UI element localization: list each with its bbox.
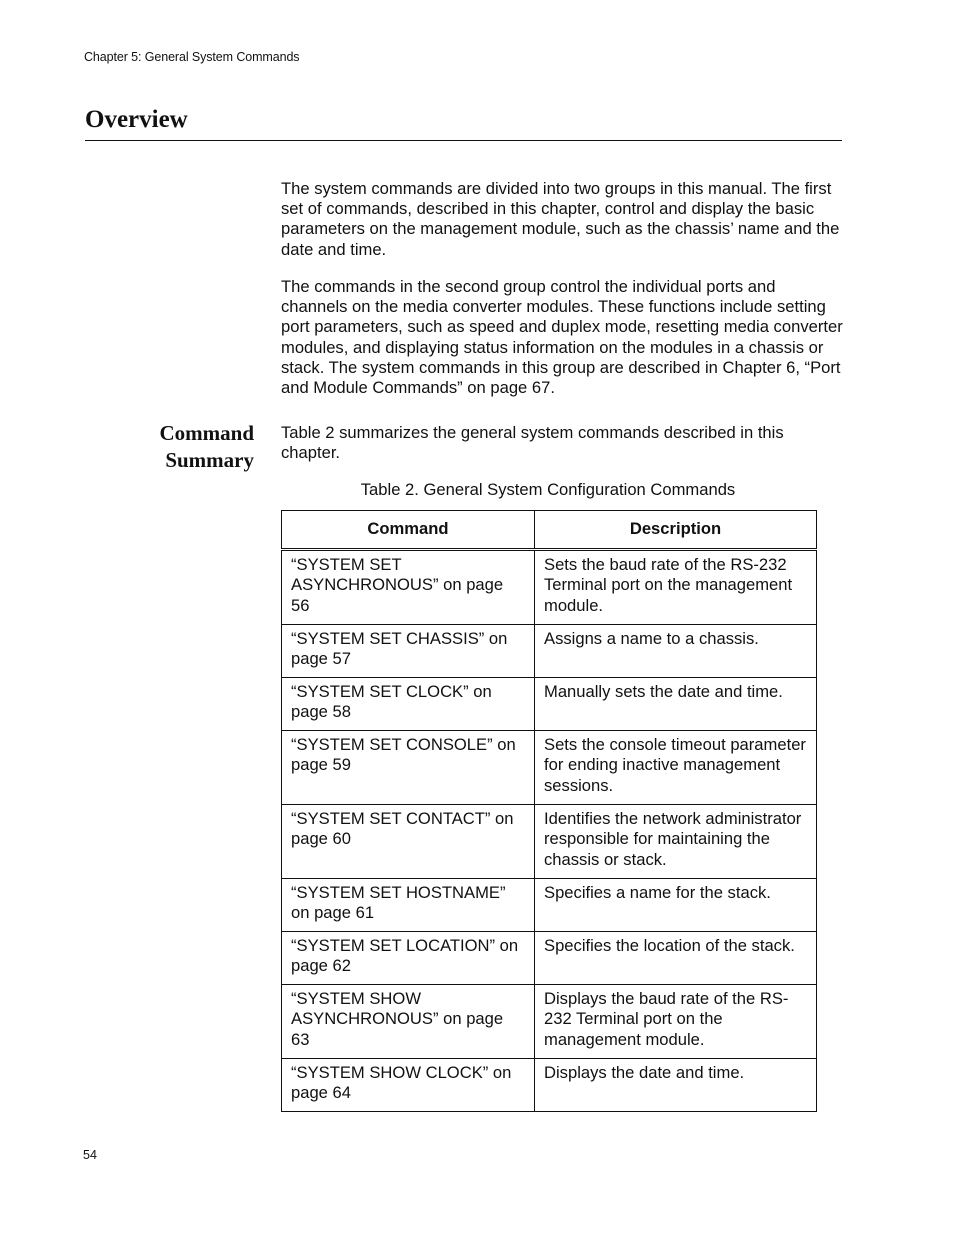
commands-table xyxy=(281,510,817,1112)
title-rule xyxy=(85,140,842,141)
table-row xyxy=(282,805,817,879)
description-cell: Assigns a name to a chassis. xyxy=(535,625,817,678)
table-row xyxy=(282,985,817,1059)
table-caption: Table 2. General System Configuration Commands xyxy=(360,480,736,499)
side-heading-line-1: Command xyxy=(159,421,254,445)
running-header: Chapter 5: General System Commands xyxy=(84,50,300,64)
command-summary-intro: Table 2 summarizes the general system commands described in this chapter. xyxy=(281,423,784,463)
overview-paragraph-2: The commands in the second group control the individual ports and channels on the media converter modules. These functions include setting port parameters, such as speed and duplex mode, resetting media converter modules, and displaying status information on the modules in a chassis or stack. The system commands in this group are described in Chapter 6, “Port and Module Commands” on page 67. xyxy=(281,277,843,398)
side-heading-line-2: Summary xyxy=(165,448,254,472)
overview-paragraph-1: The system commands are divided into two groups in this manual. The first set of commands, described in this chapter, control and display the basic parameters on the management module, such as the chassis’ name and the date and time. xyxy=(281,179,840,259)
command-cell[interactable]: “SYSTEM SET CONSOLE” on page 59 xyxy=(282,731,535,805)
table-row xyxy=(282,879,817,932)
table-row xyxy=(282,1059,817,1112)
command-cell[interactable]: “SYSTEM SHOW CLOCK” on page 64 xyxy=(282,1059,535,1112)
description-cell: Displays the baud rate of the RS-232 Terminal port on the management module. xyxy=(535,985,817,1059)
description-cell: Sets the baud rate of the RS-232 Terminal port on the management module. xyxy=(535,550,817,625)
description-cell: Manually sets the date and time. xyxy=(535,678,817,731)
column-header-description: Description xyxy=(535,511,817,550)
command-cell[interactable]: “SYSTEM SET LOCATION” on page 62 xyxy=(282,932,535,985)
description-cell: Specifies the location of the stack. xyxy=(535,932,817,985)
command-cell[interactable]: “SYSTEM SET HOSTNAME” on page 61 xyxy=(282,879,535,932)
table-header-row xyxy=(282,511,817,550)
table-row xyxy=(282,625,817,678)
column-header-command: Command xyxy=(282,511,535,550)
side-heading-command-summary xyxy=(110,420,254,474)
description-cell: Sets the console timeout parameter for ending inactive management sessions. xyxy=(535,731,817,805)
description-cell: Specifies a name for the stack. xyxy=(535,879,817,932)
command-cell[interactable]: “SYSTEM SET CHASSIS” on page 57 xyxy=(282,625,535,678)
table-row xyxy=(282,550,817,625)
description-cell: Identifies the network administrator responsible for maintaining the chassis or stack. xyxy=(535,805,817,879)
command-cell[interactable]: “SYSTEM SET CLOCK” on page 58 xyxy=(282,678,535,731)
table-row xyxy=(282,678,817,731)
command-cell[interactable]: “SYSTEM SHOW ASYNCHRONOUS” on page 63 xyxy=(282,985,535,1059)
table-row xyxy=(282,731,817,805)
section-title-overview: Overview xyxy=(85,106,188,133)
table-row xyxy=(282,932,817,985)
page-number: 54 xyxy=(83,1148,97,1162)
command-cell[interactable]: “SYSTEM SET CONTACT” on page 60 xyxy=(282,805,535,879)
command-cell[interactable]: “SYSTEM SET ASYNCHRONOUS” on page 56 xyxy=(282,550,535,625)
description-cell: Displays the date and time. xyxy=(535,1059,817,1112)
